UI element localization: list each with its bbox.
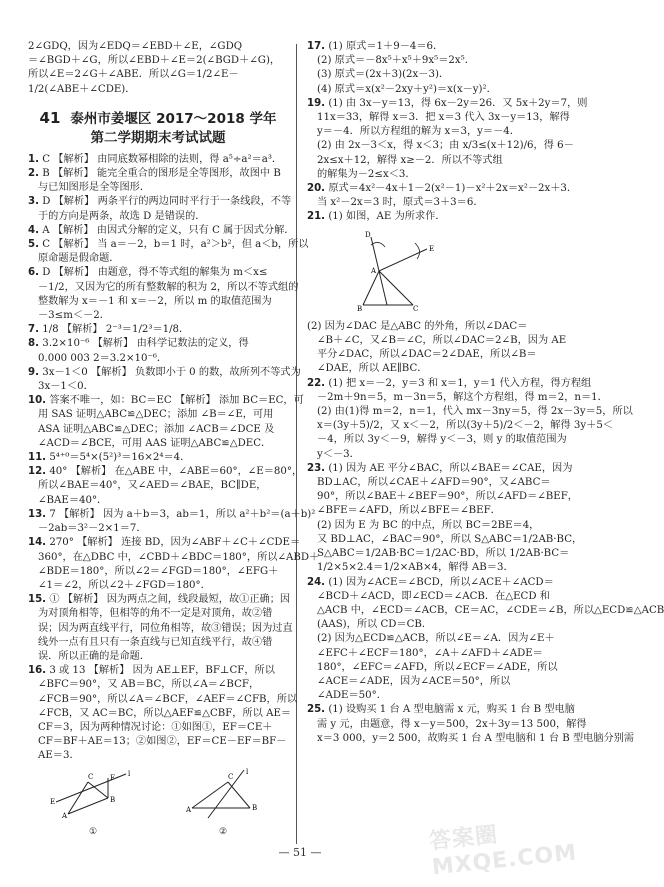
answer-text: ∠BCD＋∠ACD，即∠ECD＝∠ACB．在△ECD 和 <box>317 590 550 602</box>
answer-line <box>28 593 291 607</box>
answer-line <box>307 433 575 447</box>
answer-line <box>307 504 575 518</box>
answer-item <box>307 320 575 377</box>
answer-number: 21. <box>307 211 326 223</box>
answer-text: ∠EFC＋∠ECF＝180°，∠A＋∠AFD＋∠ADE＝ <box>317 647 543 659</box>
answer-text: －3≤m＜－2． <box>38 310 110 322</box>
answer-text: 误；因为两直线平行，同位角相等，故③错误；因为过直 <box>38 622 293 634</box>
svg-text:E: E <box>50 797 56 806</box>
answer-text: 3x－1＜0． <box>38 381 94 393</box>
answer-text: ∠ACE＝∠ADE，因为∠ACE＝50°，所以 <box>317 675 511 687</box>
svg-text:C: C <box>88 772 94 781</box>
answer-text: 3x－1＜0 【解析】 负数即小于 0 的数，故所列不等式为 <box>42 366 301 378</box>
answer-item <box>307 377 633 462</box>
answer-text: y＜－3． <box>317 448 360 460</box>
answer-text: AE＝3． <box>38 750 80 762</box>
answer-item <box>28 664 298 763</box>
section-title-line1: 泰州市姜堰区 2017～2018 学年 <box>70 110 277 127</box>
answer-item <box>307 703 635 746</box>
page-number-value: 51 <box>293 846 307 859</box>
answer-text: 当 x²－2x＝3 时，原式＝3＋3＝6． <box>317 197 484 209</box>
answer-line <box>307 168 575 182</box>
answer-number: 17. <box>307 41 326 52</box>
answer-text: ∠DAE，所以 AE∥BC． <box>317 363 428 375</box>
svg-text:B: B <box>357 304 363 313</box>
construction-figure <box>357 229 575 316</box>
answer-line <box>307 462 575 476</box>
answer-number: 13. <box>28 508 47 520</box>
answer-line <box>28 309 288 323</box>
answer-text: C 【解析】 由同底数幂相除的法则，得 a⁵÷a²＝a³． <box>42 153 283 165</box>
answer-item <box>28 323 288 337</box>
answer-line <box>307 519 575 533</box>
svg-text:B: B <box>252 803 258 812</box>
answer-line <box>28 153 288 167</box>
figure-2-drawing <box>178 768 268 820</box>
figure-1-drawing <box>48 768 138 820</box>
answer-text: ∠BAE＝40°． <box>38 494 108 506</box>
svg-text:A: A <box>62 811 68 820</box>
answer-text: CF＝BF＋AE＝13；②如图②，EF＝CE－EF＝BF－ <box>38 736 287 748</box>
page-number: — 51 — <box>278 846 322 859</box>
answer-text: 原命题是假命题． <box>38 253 120 265</box>
svg-text:l: l <box>246 767 249 776</box>
figure-1-label: ① <box>88 826 98 837</box>
answer-text: BD⊥AC，所以∠CAE＋∠AFD＝90°，又∠ABC＝ <box>317 477 551 489</box>
answer-line <box>28 707 292 721</box>
answer-line <box>307 405 633 419</box>
answer-line <box>307 661 575 675</box>
svg-text:B: B <box>110 795 116 804</box>
answer-text: (2) 由 2x－3＜x，得 x＜3；由 x/3≤(x＋12)/6，得 6－ <box>317 140 574 152</box>
answer-line <box>28 678 288 692</box>
answer-line <box>307 561 575 575</box>
answer-line <box>28 551 320 565</box>
answer-text: －1/2，又因为它的所有整数解的积为 2，所以不等式组的 <box>38 281 299 293</box>
answer-line <box>28 636 288 650</box>
answer-line <box>28 167 288 181</box>
answer-line <box>307 196 575 210</box>
answer-number: 2. <box>28 168 39 180</box>
answer-text: ∠FCB，又 AC＝BC，所以△AEF≌△CBF，所以 AE＝ <box>38 707 292 719</box>
answer-text: ∠ACD＝∠BCE，可用 AAS 证明△ABC≌△DEC． <box>38 437 272 449</box>
answer-line <box>307 490 578 504</box>
figure-2-label: ② <box>218 826 228 837</box>
answer-item <box>28 394 304 451</box>
answer-line <box>28 579 288 593</box>
answer-item <box>307 97 588 182</box>
answer-text: 误．所以正确的是命题． <box>38 650 151 662</box>
answer-line <box>28 451 288 465</box>
answer-line <box>307 97 588 111</box>
answer-line <box>307 111 575 125</box>
answer-number: 10. <box>28 395 47 407</box>
svg-text:C: C <box>228 772 234 781</box>
answer-item <box>307 576 664 704</box>
answer-item <box>28 266 299 323</box>
answer-line <box>307 689 575 703</box>
watermark-text: 答案圈 MXQE.COM <box>428 822 579 881</box>
top-continuation <box>28 40 288 97</box>
answer-line <box>307 68 575 82</box>
svg-text:E: E <box>429 244 435 253</box>
answer-item <box>28 224 295 238</box>
answer-item <box>307 182 578 210</box>
answer-line <box>307 54 575 68</box>
answer-text: (1) 由 3x－y＝13，得 6x－2y＝26．又 5x＋2y＝7，则 <box>328 97 588 109</box>
right-column <box>307 40 664 746</box>
answer-text: (2) 由(1)得 m＝2，n＝1，代入 mx－3ny＝5，得 2x－3y＝5，所以 <box>317 406 633 418</box>
answer-number: 5. <box>28 239 39 251</box>
answer-text: 5⁴⁺⁰＝5⁴×(5²)³＝16×2⁴＝4． <box>49 452 191 464</box>
answer-text: S△ABC＝1/2AB·BC＝1/2AC·BD，所以 1/2AB·BC＝ <box>317 548 570 560</box>
answer-line <box>28 622 293 636</box>
answer-line <box>307 210 575 224</box>
answer-number: 15. <box>28 594 47 606</box>
answer-text: (1) 因为 AE 平分∠BAC，所以∠BAE＝∠CAE，因为 <box>328 462 573 474</box>
answer-text: 3.2×10⁻⁶ 【解析】 由科学记数法的定义，得 <box>42 338 249 350</box>
answer-text: 于的方向是两条，故选 D 是错误的． <box>38 210 206 222</box>
answer-text: 用 SAS 证明△ABC≌△DEC；添加 ∠B＝∠E，可用 <box>38 409 274 421</box>
answer-text: 2x≤x＋12，解得 x≥－2．所以不等式组 <box>317 154 503 166</box>
answer-line <box>28 607 288 621</box>
answer-text: －4，所以 3y＜－9，解得 y＜－3，则 y 的取值范围为 <box>317 434 567 446</box>
answer-text: ASA 证明△ABC≌△DEC；添加 ∠ACB＝∠DCE 及 <box>38 423 275 435</box>
svg-text:l: l <box>128 769 131 778</box>
answer-text: (2) 因为 E 为 BC 的中点，所以 BC＝2BE＝4， <box>317 519 540 531</box>
right-answer-list-continued <box>307 320 664 746</box>
answer-text: ∠BFE＝∠AFD，所以∠BFE＝∠BEF． <box>317 505 501 517</box>
answer-text: (1) 如图，AE 为所求作． <box>328 211 446 223</box>
answer-line <box>307 139 575 153</box>
answer-number: 1. <box>28 153 39 165</box>
answer-text: 为对顶角相等，但相等的角不一定是对顶角，故②错 <box>38 608 273 620</box>
answer-text: 需 y 元，由题意，得 x－y＝500，2x＋3y＝13 500，解得 <box>317 718 587 730</box>
section-number: 41 <box>39 108 61 127</box>
answer-text: D 【解析】 由题意，得不等式组的解集为 m＜x≤ <box>42 267 268 279</box>
answer-number: 20. <box>307 183 326 195</box>
answer-text: 0.000 003 2＝3.2×10⁻⁶． <box>38 352 168 364</box>
answer-text: 1/8 【解析】 2⁻³＝1/2³＝1/8． <box>42 324 190 336</box>
answer-line <box>307 703 575 717</box>
answer-text: 平分∠DAC，所以∠DAC＝2∠DAE，所以∠B＝ <box>317 349 537 361</box>
answer-line <box>307 647 575 661</box>
answer-text: ∠ADE＝50°． <box>317 690 387 702</box>
answer-text: B 【解析】 能完全重合的图形是全等图形，故图中 B <box>42 168 281 180</box>
answer-line <box>28 337 288 351</box>
answer-text: 整数解为 x＝－1 和 x＝－2，所以 m 的取值范围为 <box>38 295 272 307</box>
answer-number: 24. <box>307 576 326 588</box>
answer-line <box>28 366 301 380</box>
answer-text: 所以∠BAE＝40°，又∠AED＝∠BAE，BC∥DE， <box>38 480 267 492</box>
triangle-construction-drawing <box>357 229 477 311</box>
svg-text:D: D <box>365 230 371 239</box>
answer-number: 22. <box>307 377 326 389</box>
answer-line <box>28 281 299 295</box>
answer-text: (2) 因为△ECD≌△ACB，所以∠E＝∠A．因为∠E＋ <box>317 633 555 645</box>
answer-text: (1) 原式＝1＋9－4＝6． <box>328 41 444 52</box>
answer-number: 23. <box>307 462 326 474</box>
answer-line <box>28 735 288 749</box>
answer-number: 11. <box>28 452 47 464</box>
answer-number: 25. <box>307 704 326 716</box>
answer-line <box>28 266 288 280</box>
answer-line <box>28 664 288 678</box>
answer-number: 3. <box>28 196 39 208</box>
answer-number: 8. <box>28 338 39 350</box>
answer-item <box>28 195 292 223</box>
answer-line <box>28 408 288 422</box>
answer-item <box>28 366 301 394</box>
answer-text: ∠BFC＝90°，又 AB＝BC，所以∠A＝∠BCF， <box>38 679 260 691</box>
answer-line <box>28 565 288 579</box>
answer-line <box>307 125 575 139</box>
answer-item <box>28 508 316 536</box>
answer-text: 270° 【解析】 连接 BD，因为∠ABF＋∠C＋∠CDE＝ <box>49 537 301 549</box>
answer-line <box>307 40 575 54</box>
answer-text: 的解集为－2≤x＜3． <box>317 168 416 180</box>
answer-line <box>28 295 288 309</box>
answer-line <box>307 182 578 196</box>
answer-item <box>307 462 583 576</box>
answer-line <box>307 718 587 732</box>
answer-text: 7 【解析】 因为 a＋b＝3，ab＝1，所以 a²＋b²＝(a＋b)² <box>49 508 316 520</box>
answer-text: △ACB 中，∠ECD＝∠ACB，CE＝AC，∠CDE＝∠B，所以△ECD≌△ACB <box>317 604 664 616</box>
answer-item <box>307 210 575 224</box>
answer-number: 9. <box>28 366 39 378</box>
answer-line <box>28 479 288 493</box>
answer-text: 180°，∠EFC＝∠AFD，所以∠ECF＝∠ADE，所以 <box>317 661 558 673</box>
text-line: 所以∠E＝2∠G＋∠ABE．所以∠G＝1/2∠E－ <box>28 69 239 81</box>
answer-line <box>28 465 303 479</box>
answer-line <box>28 423 288 437</box>
svg-text:A: A <box>371 266 377 275</box>
answer-line <box>307 377 592 391</box>
answer-text: (1) 因为∠ACE＝∠BCD，所以∠ACE＋∠ACD＝ <box>328 576 554 588</box>
answer-line <box>28 650 288 664</box>
answer-text: ∠B＋∠C，又∠B＝∠C，所以∠DAC＝2∠B，因为 AE <box>317 335 567 347</box>
answer-line <box>307 154 575 168</box>
answer-text: CF＝3，因为两种情况讨论：①如图①，EF＝CE＋ <box>38 721 273 733</box>
answer-item <box>307 40 575 97</box>
figures-row <box>28 768 288 839</box>
answer-line <box>28 536 301 550</box>
answer-line <box>28 323 288 337</box>
answer-text: (AAS)，所以 CD＝CB． <box>317 619 433 631</box>
answer-line <box>28 394 304 408</box>
answer-text: 90°，所以∠BAE＋∠BEF＝90°，所以∠AFD＝∠BEF， <box>317 491 578 503</box>
answer-item <box>28 451 288 465</box>
answer-text: 原式＝4x²－4x＋1－2(x²－1)－x²＋2x＝x²－2x＋3． <box>328 183 578 195</box>
answer-line <box>307 675 575 689</box>
answer-line <box>28 380 288 394</box>
figure-2 <box>178 768 268 839</box>
answer-text: 40° 【解析】 在△ABE 中，∠ABE＝60°，∠E＝80°， <box>49 466 303 478</box>
svg-text:C: C <box>413 304 419 313</box>
answer-line <box>307 391 608 405</box>
answer-text: (1) 设购买 1 台 A 型电脑需 x 元，购买 1 台 B 型电脑 <box>328 704 575 716</box>
answer-number: 14. <box>28 537 47 549</box>
answer-item <box>28 153 288 167</box>
answer-text: 与已知图形是全等图形． <box>38 182 151 194</box>
answer-line <box>28 352 288 366</box>
answer-line <box>28 494 288 508</box>
answer-item <box>28 337 288 365</box>
answer-text: ∠BDE＝180°，所以∠2＝∠FGD＝180°，∠EFG＋ <box>38 565 279 577</box>
answer-text: 又 BD⊥AC，∠BAC＝90°，所以 S△ABC＝1/2AB·BC， <box>317 533 583 545</box>
answer-text: (3) 原式＝(2x＋3)(2x－3)． <box>317 69 450 81</box>
answer-text: 线外一点有且只有一条直线与已知直线平行，故④错 <box>38 636 273 648</box>
text-line: 2∠GDQ，因为∠EDQ＝∠EBD＋∠E，∠GDQ <box>28 41 243 52</box>
answer-text: －2m＋9n＝5，m－3n＝5，解这个方程组，得 m＝2，n＝1． <box>317 391 608 403</box>
answer-text: 3 或 13 【解析】 因为 AE⊥EF，BF⊥CF，所以 <box>49 665 275 677</box>
answer-line <box>307 362 575 376</box>
answer-text: 360°，在△DBC 中，∠CBD＋∠BDC＝180°，所以∠ABD＋ <box>38 551 320 563</box>
answer-number: 6. <box>28 267 39 279</box>
answer-line <box>307 320 575 334</box>
answer-line <box>307 632 575 646</box>
answer-number: 7. <box>28 324 39 336</box>
answer-text: 1/2×5×2.4＝1/2×AB×4，解得 AB＝3． <box>317 562 514 574</box>
answer-line <box>28 238 309 252</box>
answer-item <box>28 465 303 508</box>
answer-line <box>307 476 575 490</box>
answer-number: 12. <box>28 466 47 478</box>
svg-text:A: A <box>186 805 192 814</box>
answer-line <box>307 448 575 462</box>
answer-number: 4. <box>28 224 39 236</box>
watermark-logo <box>428 822 590 883</box>
answer-line <box>307 618 575 632</box>
answer-text: (4) 原式＝x(x²－2xy＋y²)＝x(x－y)²． <box>317 83 497 95</box>
answer-line <box>28 210 288 224</box>
answer-text: －2ab＝3²－2×1＝7． <box>38 523 147 535</box>
answer-line <box>28 721 288 735</box>
answer-text: ∠1＝∠2，所以∠2＋∠FGD＝180°． <box>38 579 211 591</box>
answer-line <box>307 590 575 604</box>
answer-line <box>307 547 575 561</box>
answer-text: (2) 因为∠DAC 是△ABC 的外角，所以∠DAC＝ <box>307 320 528 332</box>
answer-line <box>307 334 575 348</box>
answer-line <box>28 749 288 763</box>
answer-line <box>307 576 575 590</box>
answer-line <box>307 533 583 547</box>
answer-line <box>307 83 575 97</box>
answer-text: C 【解析】 当 a＝－2，b＝1 时，a²＞b²，但 a＜b，所以 <box>42 239 309 251</box>
section-title-line2: 第二学期期末考试试题 <box>90 129 226 146</box>
answer-line <box>307 419 613 433</box>
answer-line <box>28 693 298 707</box>
text-line: ＝∠BGD＋∠G，所以∠EBD＋∠E＝2(∠BGD＋∠G)， <box>28 55 281 67</box>
answer-text: (1) 把 x＝－2，y＝3 和 x＝1，y＝1 代入方程，得方程组 <box>328 377 592 389</box>
answer-line <box>307 604 664 618</box>
answer-text: D 【解析】 两条平行的两边同时平行于一条线段，不等 <box>42 196 292 208</box>
answer-text: ∠FCB＝90°，所以∠A＝∠BCF，∠AEF＝∠CFB，所以 <box>38 693 298 705</box>
answer-text: x＝3 000，y＝2 500，故购买 1 台 A 型电脑和 1 台 B 型电脑分别需 <box>317 732 635 744</box>
answer-line <box>28 437 288 451</box>
answer-text: x＝(3y＋5)/2，又 x＜－2，所以(3y＋5)/2＜－2，解得 3y＋5＜ <box>317 420 613 432</box>
answer-text: 答案不唯一，如：BC＝EC 【解析】 添加 BC＝EC，可 <box>49 395 304 407</box>
answer-line <box>307 732 635 746</box>
answer-text: y＝－4．所以方程组的解为 x＝3，y＝－4． <box>317 126 520 138</box>
column-divider <box>296 44 297 844</box>
answer-line <box>28 508 316 522</box>
section-heading <box>28 109 288 148</box>
answer-line <box>28 181 288 195</box>
answer-text: (2) 原式＝－8x⁵＋x⁵＋9x⁵＝2x⁵． <box>317 55 475 67</box>
answer-line <box>28 224 295 238</box>
answer-text: 11x＝33，解得 x＝3．把 x＝3 代入 3x－y＝13，解得 <box>317 112 570 124</box>
answer-line <box>28 195 292 209</box>
right-answer-list <box>307 40 588 225</box>
answer-line <box>307 348 575 362</box>
answer-line <box>28 522 288 536</box>
figure-1 <box>48 768 138 839</box>
answer-item <box>28 593 293 664</box>
answer-number: 19. <box>307 97 326 109</box>
answer-number: 16. <box>28 665 47 677</box>
answer-text: ① 【解析】 因为两点之间，线段最短，故①正确；因 <box>49 594 291 606</box>
answer-item <box>28 238 309 266</box>
text-line: 1/2(∠ABE＋∠CDE)． <box>28 83 136 95</box>
svg-text:F: F <box>110 773 115 782</box>
answer-item <box>28 167 288 195</box>
answer-line <box>28 252 288 266</box>
answer-text: A 【解析】 由因式分解的定义，只有 C 属于因式分解． <box>42 224 295 236</box>
